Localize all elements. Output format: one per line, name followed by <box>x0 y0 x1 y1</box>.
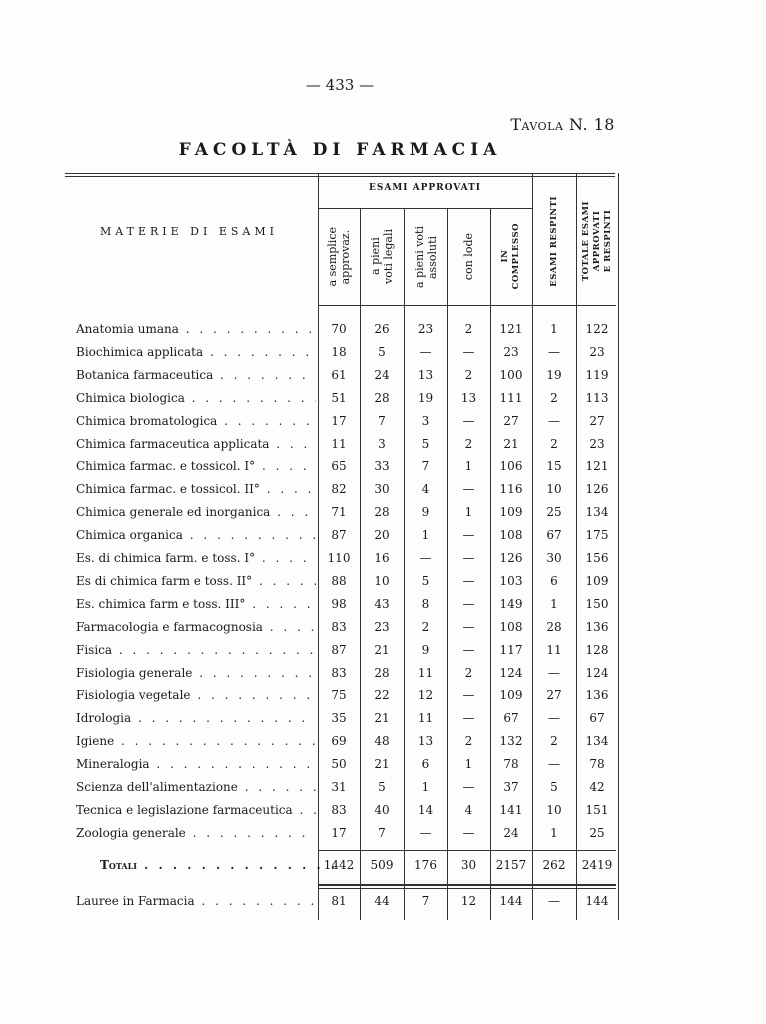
cell: 42 <box>589 780 605 794</box>
cell: 21 <box>374 757 390 772</box>
row-label: Es. chimica farm e toss. III° . . . <box>76 597 316 611</box>
cell: 28 <box>374 390 390 405</box>
column-header <box>576 178 618 305</box>
cell: 3 <box>421 413 430 428</box>
column-header-text: a semplice approvaz. <box>326 226 352 287</box>
cell: — <box>548 413 560 428</box>
row-label: Mineralogia . . . <box>76 757 316 771</box>
row-label: Lauree in Farmacia . . . <box>76 894 316 908</box>
cell: 69 <box>331 734 347 749</box>
cell: 7 <box>421 459 430 474</box>
cell: 14 <box>417 802 434 817</box>
cell: 124 <box>585 665 609 680</box>
cell: 132 <box>499 734 523 749</box>
cell: 27 <box>589 413 605 428</box>
cell: 136 <box>585 688 609 703</box>
cell: 156 <box>585 551 609 565</box>
page-title: FACOLTÀ DI FARMACIA <box>178 140 502 160</box>
row-label: Scienza dell'alimentazione . . . <box>76 780 316 794</box>
cell: 26 <box>374 322 390 336</box>
cell: 67 <box>589 711 605 726</box>
cell: 262 <box>542 858 566 872</box>
cell: 141 <box>499 802 523 817</box>
cell: 5 <box>378 344 386 359</box>
cell: 1 <box>464 459 473 474</box>
cell: 5 <box>550 780 558 794</box>
table-row <box>0 734 766 756</box>
row-label: Chimica generale ed inorganica . . . <box>76 505 316 519</box>
cell: 2 <box>464 367 473 382</box>
cell: 11 <box>331 436 347 451</box>
cell: 2 <box>421 619 430 634</box>
cell: 35 <box>331 711 347 726</box>
cell: 78 <box>589 757 605 772</box>
cell: 78 <box>503 757 519 772</box>
cell: 134 <box>585 505 609 520</box>
cell: 82 <box>331 482 347 497</box>
cell: 67 <box>503 711 519 726</box>
cell: 4 <box>421 482 430 497</box>
cell: 11 <box>417 711 434 726</box>
cell: 1 <box>421 780 430 794</box>
cell: 25 <box>589 825 605 840</box>
cell: 1 <box>550 825 558 840</box>
cell: 88 <box>331 573 347 588</box>
cell: 65 <box>331 459 347 474</box>
cell: 43 <box>374 596 390 611</box>
cell: 122 <box>585 322 609 336</box>
cell: 27 <box>546 688 562 703</box>
cell: 23 <box>589 344 605 359</box>
row-label: Botanica farmaceutica . . . <box>76 368 316 382</box>
cell: 109 <box>499 688 523 703</box>
cell: 121 <box>585 459 609 474</box>
cell: 6 <box>550 573 558 588</box>
row-label: Anatomia umana . . . <box>76 322 316 336</box>
cell: 117 <box>499 642 523 657</box>
cell: — <box>548 757 560 772</box>
cell: 48 <box>374 734 390 749</box>
row-label: Fisica . . . <box>76 643 316 657</box>
cell: 10 <box>546 482 562 497</box>
table-row <box>0 826 766 848</box>
table-row <box>0 482 766 504</box>
cell: 23 <box>417 322 434 336</box>
cell: 81 <box>331 894 347 908</box>
cell: 33 <box>374 459 390 474</box>
cell: 108 <box>499 528 523 543</box>
column-header <box>532 178 576 305</box>
row-label: Chimica bromatologica . . . <box>76 414 316 428</box>
table-row <box>0 666 766 688</box>
table-row <box>0 574 766 596</box>
cell: — <box>462 619 475 634</box>
cell: 28 <box>546 619 562 634</box>
cell: 67 <box>546 528 562 543</box>
cell: 10 <box>546 802 562 817</box>
cell: 7 <box>378 413 386 428</box>
cell: 23 <box>374 619 390 634</box>
cell: 61 <box>331 367 347 382</box>
cell: 1 <box>464 757 473 772</box>
cell: 40 <box>374 802 390 817</box>
group-header-esami-approvati: ESAMI APPROVATI <box>368 183 481 193</box>
cell: — <box>462 551 475 565</box>
table-row <box>0 688 766 710</box>
cell: 44 <box>374 894 390 908</box>
page-number: — 433 — <box>305 76 375 94</box>
cell: 30 <box>374 482 390 497</box>
cell: 24 <box>503 825 519 840</box>
cell: 16 <box>374 551 390 565</box>
column-header-text: a pieni voti legali <box>369 229 395 284</box>
cell: 2 <box>550 734 558 749</box>
cell: — <box>419 825 432 840</box>
row-label: Chimica farmac. e tossicol. I° . . . <box>76 459 316 473</box>
column-header <box>404 208 447 305</box>
column-header <box>490 208 532 305</box>
cell: — <box>419 551 432 565</box>
cell: 8 <box>421 596 430 611</box>
column-header <box>318 208 360 305</box>
cell: 108 <box>499 619 523 634</box>
cell: — <box>462 780 475 794</box>
cell: 103 <box>499 573 523 588</box>
cell: 17 <box>331 825 347 840</box>
cell: 144 <box>585 894 609 908</box>
cell: 7 <box>378 825 386 840</box>
row-label: Fisiologia vegetale . . . <box>76 688 316 702</box>
table-row <box>0 551 766 573</box>
cell: 175 <box>585 528 609 543</box>
row-label: Chimica organica . . . <box>76 528 316 542</box>
cell: 21 <box>374 711 390 726</box>
cell: 1 <box>464 505 473 520</box>
cell: — <box>462 344 475 359</box>
table-row <box>0 414 766 436</box>
row-label: Es di chimica farm e toss. II° . . . <box>76 574 316 588</box>
row-label: Tecnica e legislazione farmaceutica . . . <box>76 803 316 817</box>
cell: 83 <box>331 619 347 634</box>
column-header-text: con lode <box>462 232 475 281</box>
row-label: Biochimica applicata . . . <box>76 345 316 359</box>
table-row <box>0 780 766 802</box>
header-rule <box>318 305 616 306</box>
cell: 18 <box>331 344 347 359</box>
cell: 24 <box>374 367 390 382</box>
cell: 11 <box>546 642 562 657</box>
cell: 2 <box>464 322 473 336</box>
totals-rule <box>318 850 616 851</box>
cell: 116 <box>499 482 523 497</box>
table-row <box>0 620 766 642</box>
cell: 111 <box>499 390 523 405</box>
cell: 2 <box>464 436 473 451</box>
cell: — <box>462 596 475 611</box>
cell: 50 <box>331 757 347 772</box>
cell: 509 <box>370 858 394 872</box>
cell: — <box>462 711 475 726</box>
column-header-text: ESAMI RESPINTI <box>548 196 559 287</box>
cell: — <box>548 711 560 726</box>
cell: 113 <box>585 390 609 405</box>
cell: — <box>462 642 475 657</box>
cell: 75 <box>331 688 347 703</box>
cell: 15 <box>546 459 562 474</box>
column-header-text: IN COMPLESSO <box>500 223 521 290</box>
cell: 121 <box>499 322 523 336</box>
cell: 9 <box>421 505 430 520</box>
cell: 1 <box>550 596 558 611</box>
cell: 176 <box>414 858 437 872</box>
cell: 13 <box>417 734 434 749</box>
cell: 22 <box>374 688 390 703</box>
cell: 2 <box>550 390 558 405</box>
cell: — <box>548 894 560 908</box>
lauree-row <box>0 894 766 916</box>
table-row <box>0 437 766 459</box>
cell: 126 <box>585 482 609 497</box>
row-label: Chimica farmaceutica applicata . . . <box>76 437 316 451</box>
column-header-text: a pieni voti assoluti <box>412 225 439 288</box>
row-label: Chimica biologica . . . <box>76 391 316 405</box>
cell: 110 <box>327 551 351 565</box>
table-row <box>0 459 766 481</box>
cell: 9 <box>421 642 430 657</box>
cell: 144 <box>499 894 523 908</box>
cell: — <box>419 344 432 359</box>
row-label: Fisiologia generale . . . <box>76 666 316 680</box>
cell: 1 <box>421 528 430 543</box>
cell: 28 <box>374 505 390 520</box>
row-label: Igiene . . . <box>76 734 316 748</box>
cell: 30 <box>546 551 562 565</box>
cell: 83 <box>331 802 347 817</box>
cell: 12 <box>460 894 477 908</box>
cell: 5 <box>421 573 430 588</box>
column-header <box>360 208 404 305</box>
totals-double-rule-2 <box>318 888 616 889</box>
cell: 31 <box>331 780 347 794</box>
cell: 136 <box>585 619 609 634</box>
table-row <box>0 322 766 344</box>
cell: 11 <box>417 665 434 680</box>
table-row <box>0 528 766 550</box>
cell: 1 <box>550 322 558 336</box>
totals-double-rule <box>318 884 616 886</box>
cell: — <box>462 528 475 543</box>
cell: 51 <box>331 390 347 405</box>
row-label: Totali . . . <box>100 858 340 872</box>
table-row <box>0 803 766 825</box>
cell: — <box>462 482 475 497</box>
cell: 23 <box>589 436 605 451</box>
cell: 17 <box>331 413 347 428</box>
column-header-text: TOTALE ESAMI APPROVATI E RESPINTI <box>580 201 613 282</box>
cell: 28 <box>374 665 390 680</box>
row-label: Farmacologia e farmacognosia . . . <box>76 620 316 634</box>
cell: 3 <box>378 436 386 451</box>
cell: — <box>462 825 475 840</box>
row-label: Es. di chimica farm. e toss. I° . . . <box>76 551 316 565</box>
cell: 106 <box>499 459 523 474</box>
cell: 19 <box>417 390 434 405</box>
cell: 13 <box>460 390 477 405</box>
cell: — <box>548 665 560 680</box>
cell: 98 <box>331 596 347 611</box>
cell: 87 <box>331 528 347 543</box>
cell: 119 <box>585 367 609 382</box>
cell: 23 <box>503 344 519 359</box>
cell: 128 <box>585 642 609 657</box>
cell: 21 <box>374 642 390 657</box>
cell: 2 <box>464 665 473 680</box>
cell: — <box>462 573 475 588</box>
cell: 126 <box>499 551 523 565</box>
cell: 109 <box>499 505 523 520</box>
cell: 71 <box>331 505 347 520</box>
cell: 2157 <box>495 858 527 872</box>
cell: 10 <box>374 573 390 588</box>
cell: 19 <box>546 367 562 382</box>
cell: 149 <box>499 596 523 611</box>
cell: 5 <box>378 780 386 794</box>
cell: 2 <box>464 734 473 749</box>
totals-row <box>0 858 766 880</box>
table-row <box>0 597 766 619</box>
table-row <box>0 505 766 527</box>
row-label: Chimica farmac. e tossicol. II° . . . <box>76 482 316 496</box>
cell: 1442 <box>323 858 355 872</box>
cell: — <box>462 413 475 428</box>
cell: 13 <box>417 367 434 382</box>
cell: — <box>462 688 475 703</box>
cell: 5 <box>421 436 430 451</box>
cell: 4 <box>464 802 473 817</box>
table-row <box>0 757 766 779</box>
cell: 37 <box>503 780 519 794</box>
cell: 6 <box>421 757 430 772</box>
cell: 134 <box>585 734 609 749</box>
cell: 87 <box>331 642 347 657</box>
row-label: Zoologia generale . . . <box>76 826 316 840</box>
cell: 30 <box>460 858 477 872</box>
cell: 83 <box>331 665 347 680</box>
cell: 20 <box>374 528 390 543</box>
cell: 151 <box>585 802 609 817</box>
cell: 70 <box>331 322 347 336</box>
cell: 109 <box>585 573 609 588</box>
table-row <box>0 345 766 367</box>
cell: 25 <box>546 505 562 520</box>
cell: 2 <box>550 436 558 451</box>
table-row <box>0 391 766 413</box>
cell: 27 <box>503 413 519 428</box>
cell: 124 <box>499 665 523 680</box>
column-header <box>447 208 490 305</box>
cell: 12 <box>417 688 434 703</box>
label-column-header: MATERIE DI ESAMI <box>100 225 278 238</box>
cell: 150 <box>585 596 609 611</box>
cell: 21 <box>503 436 519 451</box>
row-label: Idrologia . . . <box>76 711 316 725</box>
table-row <box>0 711 766 733</box>
table-row <box>0 643 766 665</box>
cell: — <box>548 344 560 359</box>
cell: 7 <box>421 894 430 908</box>
cell: 100 <box>499 367 523 382</box>
table-reference: Tavola N. 18 <box>510 115 615 134</box>
cell: 2419 <box>581 858 613 872</box>
table-row <box>0 368 766 390</box>
